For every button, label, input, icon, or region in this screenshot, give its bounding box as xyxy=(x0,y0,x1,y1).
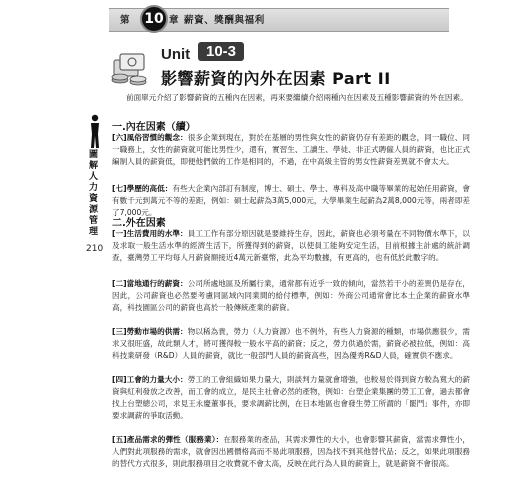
chapter-suffix: 章 xyxy=(169,15,179,26)
item-text: 員工工作有部分原因就是要維持生存，因此，薪資也必須考量在不同物價水準下，以及求取一般生活水準的經濟生活下，所獲得到的薪資，以使員工能夠安定生活，目前根據主計處的統計調查，臺灣勞工平均每人月薪資額接近4萬元新臺幣，此為平均數據，有更高的，也有低於此數字的。 xyxy=(112,229,470,262)
item-paragraph xyxy=(112,374,470,422)
item-text: 公司所處地區及所屬行業，通常都有近乎一致的傾向，當然若干小的差異仍是存在，因此，公司薪資也必然要考慮同區域內同業間的給付標準，例如：外商公司通常會比本土企業的薪資水準高，科技園區公司的薪資也高於一般傳統產業的薪資。 xyxy=(112,279,470,312)
item-text: 在服務業的產品，其需求彈性的大小，也會影響其薪資，當需求彈性小，人們對此項服務的需求，就會因出國價格高而不易此項服務，因為找不到其他替代品；反之，如果此項服務的替代方式很多，則此服務項目之收費就不會太高，反映在此行為人員的薪資上，就是薪資不會很高。 xyxy=(112,435,470,468)
item-label: [三]勞動市場的供需： xyxy=(112,327,188,336)
chapter-prefix: 第 xyxy=(120,15,131,26)
unit-title: 影響薪資的內外在因素 Part II xyxy=(161,69,391,88)
item-paragraph xyxy=(112,434,470,470)
section-heading-external: 二.外在因素 xyxy=(112,218,166,229)
page-number: 210 xyxy=(86,244,104,254)
sidebar-book-title: 圖解人力資源管理 xyxy=(89,150,99,237)
item-label: [四]工會的力量大小： xyxy=(112,375,188,384)
item-text: 勞工的工會組織如果力量大，則談判力量就會增強，也較易於得到資方較為寬大的薪資與紅利發放之改善，而工會的成立，是民主社會必然的產物，例如：台塑企業集團的勞工工會，過去都會找上台塑總公司，求見王永慶董事長，要求調薪比例，在日本地區也會發生勞工所謂的「罷鬥」事件，亦即要求調薪的爭取活動。 xyxy=(112,375,470,420)
item-label: [一]生活費用的水準： xyxy=(112,229,188,238)
item-label: [七]學歷的高低： xyxy=(112,184,173,193)
item-label: [二]當地通行的薪資： xyxy=(112,279,188,288)
item-text: 有些大企業內部訂有制度，博士、碩士、學士、專科及高中職等畢業的起始任用薪資，會有數千元到萬元不等的差距，例如：碩士起薪為3萬5,000元，大學畢業生起薪為2萬8,000元等，兩者即差了7,000元。 xyxy=(112,184,470,217)
item-text: 很多企業到現在，對於在基層的男性與女性的薪資仍存有差距的觀念，同一職位、同一職務上，女性的薪資就可能比男性少，還有，實習生、工讀生、學徒、非正式聘僱人員的薪資，也比正式編制人員的薪資低，即便他們做的工作是相同的，不過，在中高級主管的男女性薪資差異就不會太大。 xyxy=(112,133,470,166)
item-label: [五]產品需求的彈性（服務業）： xyxy=(112,435,224,444)
item-paragraph xyxy=(112,326,470,362)
unit-number-badge: 10-3 xyxy=(198,42,244,61)
chapter-title: 薪資、獎酬與福利 xyxy=(184,15,265,26)
section-heading-internal: 一.內在因素（續） xyxy=(112,122,196,133)
person-icon xyxy=(88,114,102,150)
item-text: 物以稀為貴，勞力（人力資源）也不例外，有些人力資源的種類，市場供應很少，需求又很旺盛，故此類人才，將可獲得較一般水平高的薪資；反之，勞力供過於需，薪資必被拉低，例如：高科技業研發（R&D）人員的薪資，就比一般部門人員的薪資高些，因為優秀R&D人員，確實供不應求。 xyxy=(112,327,470,360)
unit-label: Unit xyxy=(161,46,191,63)
item-paragraph xyxy=(112,132,470,168)
intro-paragraph: 前面單元介紹了影響薪資的五種內在因素，再來要繼續介紹兩種內在因素及五種影響薪資的外在因素。 xyxy=(126,93,468,102)
item-paragraph xyxy=(112,228,470,264)
chapter-number-badge: 10 xyxy=(140,5,168,33)
money-icon xyxy=(108,46,154,88)
item-paragraph xyxy=(112,278,470,314)
item-label: [六]風俗習慣的觀念： xyxy=(112,133,188,142)
